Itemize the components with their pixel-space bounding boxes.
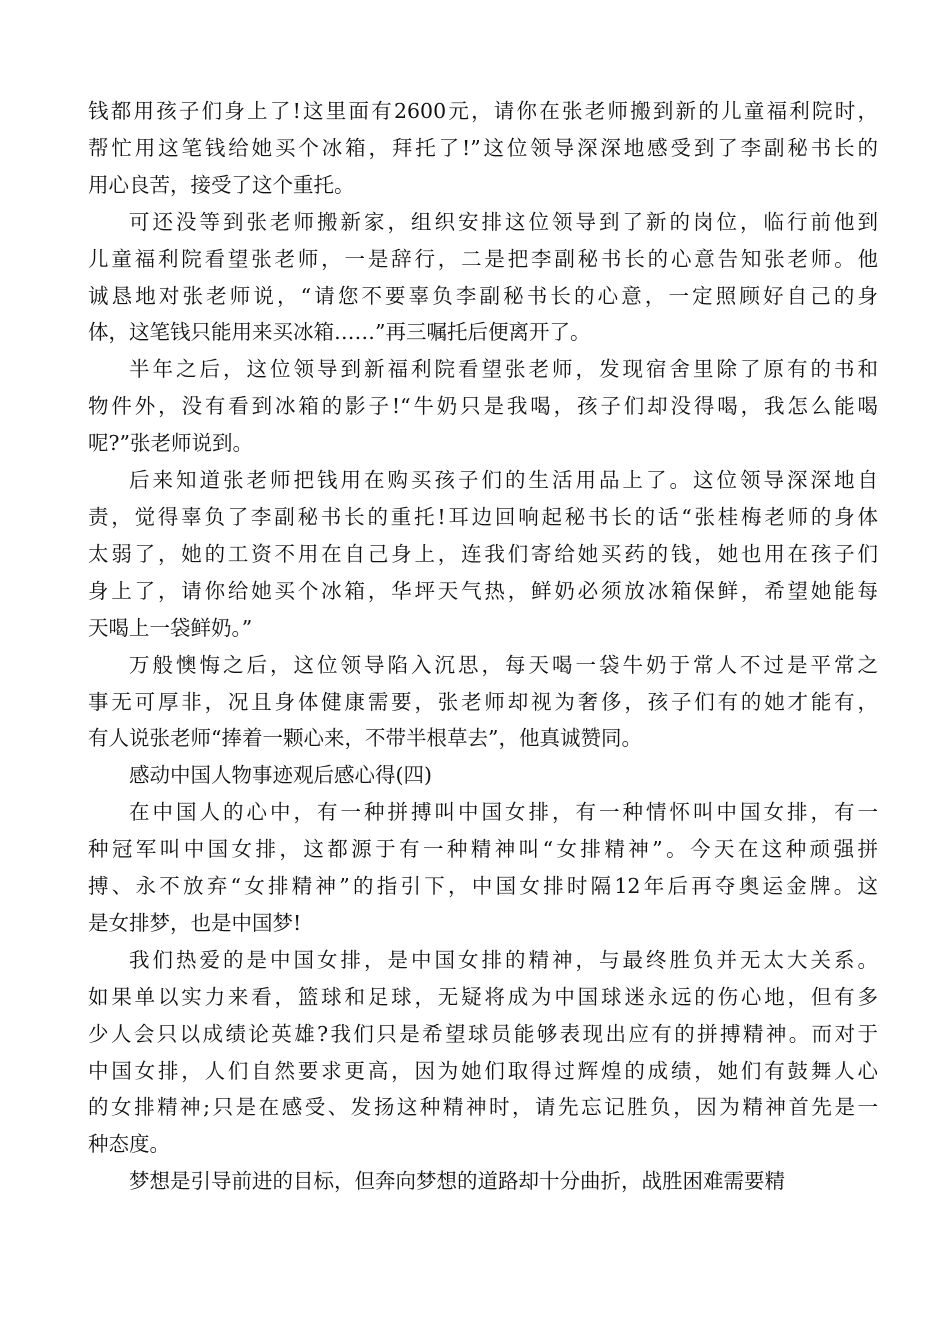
text-line: 可还没等到张老师搬新家，组织安排这位领导到了新的岗位，临行前他到 [129,209,878,234]
article-heading: 感动中国人物事迹观后感心得(四) [129,763,432,788]
text-line: 体，这笔钱只能用来买冰箱……”再三嘱托后便离开了。 [88,320,591,345]
paragraph [88,1163,878,1200]
text-line: 事无可厚非，况且身体健康需要，张老师却视为奢侈，孩子们有的她才能有， [88,689,878,714]
text-line: 后来知道张老师把钱用在购买孩子们的生活用品上了。这位领导深深地自 [129,468,878,493]
text-line: 钱都用孩子们身上了!这里面有2600元，请你在张老师搬到新的儿童福利院时， [88,99,878,123]
text-line: 物件外，没有看到冰箱的影子!“牛奶只是我喝，孩子们却没得喝，我怎么能喝 [88,394,878,419]
text-line: 万般懊悔之后，这位领导陷入沉思，每天喝一袋牛奶于常人不过是平常之 [129,652,878,677]
text-line: 诚恳地对张老师说，“请您不要辜负李副秘书长的心意，一定照顾好自己的身 [88,283,878,308]
text-line: 的女排精神;只是在感受、发扬这种精神时，请先忘记胜负，因为精神首先是一 [88,1095,878,1120]
text-line: 太弱了，她的工资不用在自己身上，连我们寄给她买药的钱，她也用在孩子们 [88,541,878,566]
story-section [88,93,878,757]
text-line: 用心良苦，接受了这个重托。 [88,172,355,197]
paragraph [88,204,878,352]
text-line: 呢?”张老师说到。 [88,431,253,456]
text-line: 有人说张老师“捧着一颗心来，不带半根草去”，他真诚赞同。 [88,726,642,751]
paragraph [88,794,878,942]
document-page [88,93,878,1200]
text-line: 种态度。 [88,1132,170,1157]
text-line: 少人会只以成绩论英雄?我们只是希望球员能够表现出应有的拼搏精神。而对于 [88,1021,878,1046]
paragraph [88,647,878,758]
text-line: 梦想是引导前进的目标，但奔向梦想的道路却十分曲折，战胜困难需要精 [129,1169,785,1194]
text-line: 帮忙用这笔钱给她买个冰箱，拜托了!”这位领导深深地感受到了李副秘书长的 [88,135,878,160]
text-line: 搏、永不放弃“女排精神”的指引下，中国女排时隔12年后再夺奥运金牌。这 [88,874,878,899]
essay-section [88,794,878,1200]
text-line: 天喝上一袋鲜奶。” [88,615,253,640]
paragraph [88,93,878,204]
paragraph [88,462,878,647]
text-line: 中国女排，人们自然要求更高，因为她们取得过辉煌的成绩，她们有鼓舞人心 [88,1058,878,1083]
text-line: 半年之后，这位领导到新福利院看望张老师，发现宿舍里除了原有的书和 [129,357,878,382]
text-line: 是女排梦，也是中国梦! [88,910,302,935]
text-line: 如果单以实力来看，篮球和足球，无疑将成为中国球迷永远的伤心地，但有多 [88,984,878,1009]
text-line: 种冠军叫中国女排，这都源于有一种精神叫“女排精神”。今天在这种顽强拼 [88,837,878,862]
text-line: 责，觉得辜负了李副秘书长的重托!耳边回响起秘书长的话“张桂梅老师的身体 [88,504,878,529]
paragraph [88,351,878,462]
paragraph [88,942,878,1163]
text-line: 儿童福利院看望张老师，一是辞行，二是把李副秘书长的心意告知张老师。他 [88,246,878,271]
text-line: 在中国人的心中，有一种拼搏叫中国女排，有一种情怀叫中国女排，有一 [129,800,878,825]
text-line: 我们热爱的是中国女排，是中国女排的精神，与最终胜负并无太大关系。 [129,947,878,972]
text-line: 身上了，请你给她买个冰箱，华坪天气热，鲜奶必须放冰箱保鲜，希望她能每 [88,578,878,603]
